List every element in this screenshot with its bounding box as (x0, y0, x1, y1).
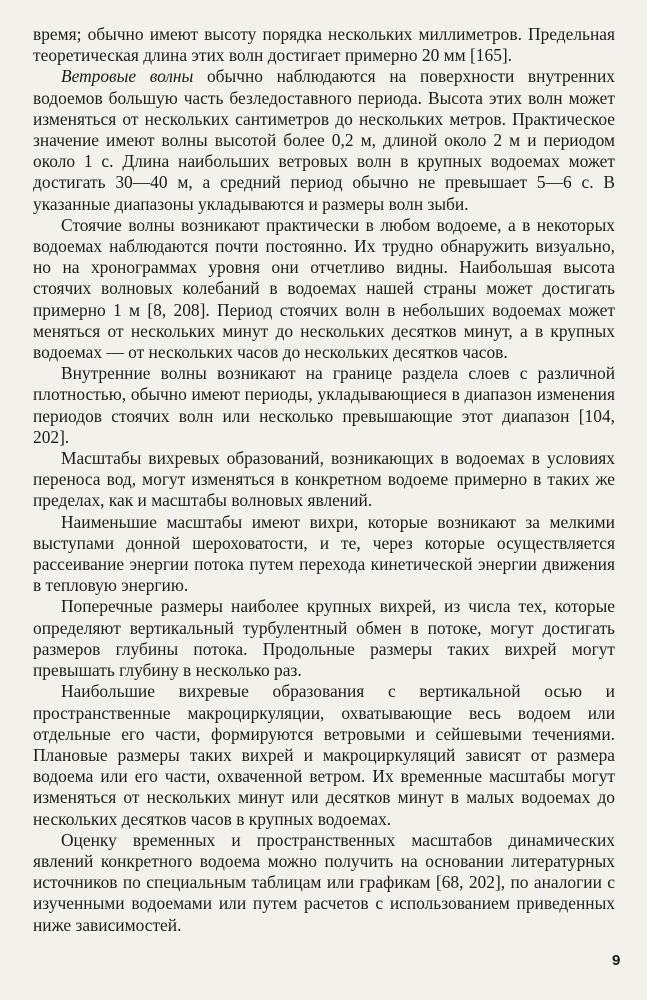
paragraph-text: обычно наблюдаются на поверхности внутренних водоемов большую часть безледоставного периода. Высота этих волн может изменяться от нескольких сантиметров до нескольких метров. Практическое значение имеют волны высотой более 0,2 м, длиной около 2 м и периодом около 1 с. Длина наибольших ветровых волн в крупных водоемах может достигать 30—40 м, а средний период обычно не превышает 5—6 с. В указанные диапазоны укладываются и размеры волн зыби. (33, 66, 615, 214)
term-wind-waves: Ветровые волны (61, 66, 194, 87)
paragraph-text: Оценку временных и пространственных масштабов динамических явлений конкретного водоема можно получить на основании литературных источников по специальным таблицам или графикам [68, 202], по аналогии с изученными водоемами или путем расчетов с использованием приведенных ниже зависимостей. (33, 829, 615, 935)
paragraph-vortex-scales (33, 448, 615, 512)
paragraph-vertical-axis-vortices (33, 681, 615, 829)
page-body (33, 24, 615, 936)
paragraph-standing-waves (33, 215, 615, 363)
paragraph-text: Наибольшие вихревые образования с вертикальной осью и пространственные макроциркуляции, охватывающие весь водоем или отдельные его части, формируются ветровыми и сейшевыми течениями. Плановые размеры таких вихрей и макроциркуляций зависят от размера водоема или его части, охваченной ветром. Их временные масштабы могут изменяться от нескольких минут или десятков минут в малых водоемах до нескольких десятков часов в крупных водоемах. (33, 681, 615, 829)
paragraph-capillary-waves-end (33, 24, 615, 66)
paragraph-smallest-vortices (33, 512, 615, 597)
paragraph-wind-waves (33, 66, 615, 214)
paragraph-internal-waves (33, 363, 615, 448)
paragraph-text: время; обычно имеют высоту порядка нескольких миллиметров. Предельная теоретическая длина этих волн достигает примерно 20 мм [165]. (33, 24, 615, 66)
paragraph-text: Поперечные размеры наиболее крупных вихрей, из числа тех, которые определяют вертикальный турбулентный обмен в потоке, могут достигать размеров глубины потока. Продольные размеры таких вихрей могут превышать глубину в несколько раз. (33, 596, 615, 681)
page-number: 9 (612, 952, 621, 969)
paragraph-text: Стоячие волны возникают практически в любом водоеме, а в некоторых водоемах наблюдаются почти постоянно. Их трудно обнаружить визуально, но на хронограммах уровня они отчетливо видны. Наибольшая высота стоячих волновых колебаний в водоемах нашей страны может достигать примерно 1 м [8, 208]. Период стоячих волн в небольших водоемах может меняться от нескольких минут до нескольких десятков минут, а в крупных водоемах — от нескольких часов до нескольких десятков часов. (33, 214, 615, 363)
paragraph-text: Наименьшие масштабы имеют вихри, которые возникают за мелкими выступами донной шероховатости, и те, через которые осуществляется рассеивание энергии потока путем перехода кинетической энергии движения в тепловую энергию. (33, 511, 615, 596)
paragraph-scale-estimation (33, 830, 615, 936)
paragraph-text: Внутренние волны возникают на границе раздела слоев с различной плотностью, обычно имеют периоды, укладывающиеся в диапазон изменения периодов стоячих волн или несколько превышающие этот диапазон [104, 202]. (33, 363, 615, 447)
paragraph-text: Масштабы вихревых образований, возникающих в водоемах в условиях переноса вод, могут изменяться в конкретном водоеме примерно в таких же пределах, как и масштабы волновых явлений. (33, 448, 615, 511)
paragraph-largest-vortices-size (33, 596, 615, 681)
